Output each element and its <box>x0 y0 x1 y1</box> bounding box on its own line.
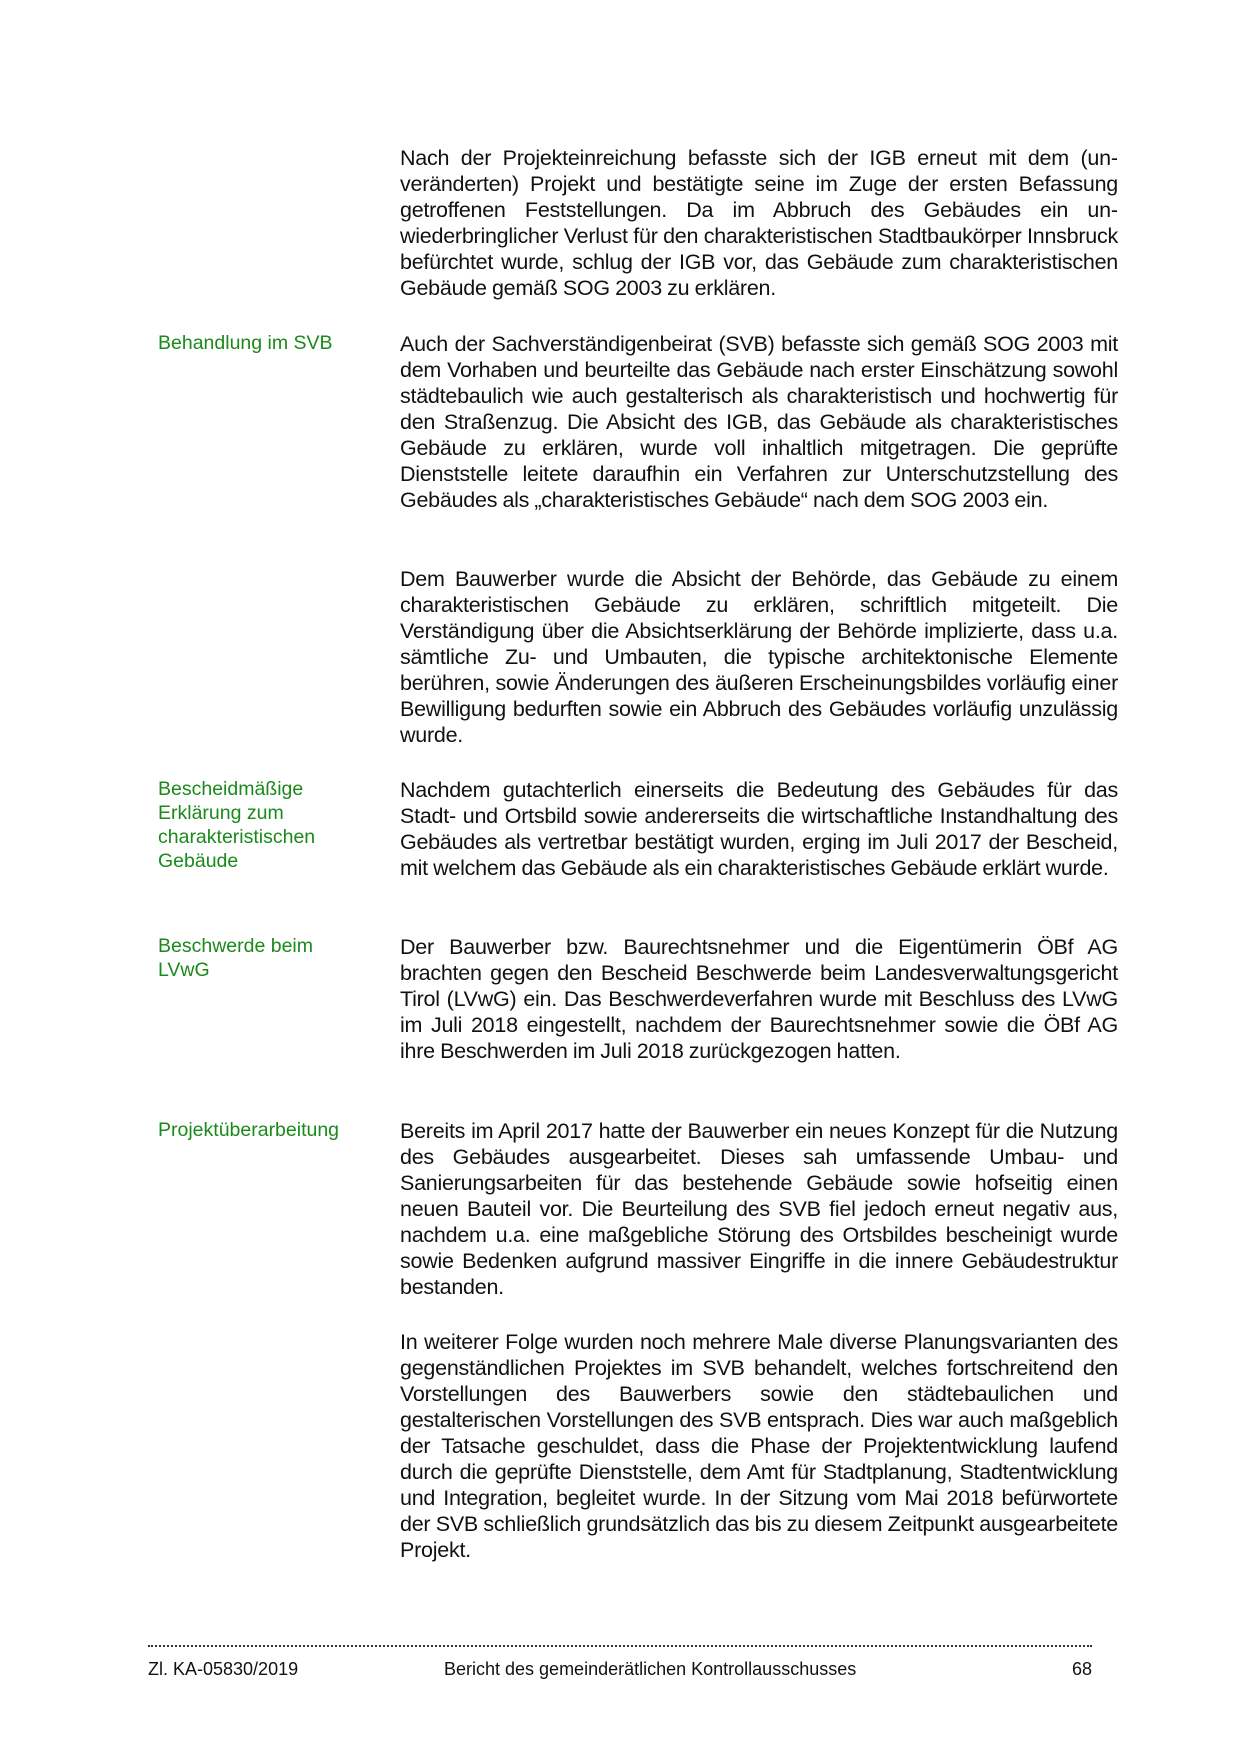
margin-label-svb-treatment: Behandlung im SVB <box>158 332 333 354</box>
paragraph-project-revision: Bereits im April 2017 hatte der Bauwerber ein neues Konzept für die Nutzung des Gebäudes ausgearbeitet. Dieses sah umfassende Umbau- und Sanierungsarbeiten für das bestehende Gebäude sowie hofseitig einen neuen Bauteil vor. Die Beurteilung des SVB fiel jedoch erneut negativ aus, nachdem u.a. eine maßgebliche Störung des Ortsbildes bescheinigt wurde sowie Bedenken aufgrund massiver Eingriffe in die innere Gebäudestruktur bestanden. <box>400 1119 1118 1299</box>
paragraph-planning-variants: In weiterer Folge wurden noch mehrere Male diverse Planungsvarianten des gegenständlichen Projektes im SVB behandelt, welches fortschreitend den Vorstellungen des Bauwerbers sowie den städtebaulichen und gestalterischen Vorstellungen des SVB entsprach. Dies war auch maßgeblich der Tatsache geschuldet, dass die Phase der Projektentwicklung laufend durch die geprüfte Dienststelle, dem Amt für Stadtplanung, Stadtentwicklung und Integration, begleitet wurde. In der Sitzung vom Mai 2018 befürwortete der SVB schließlich grundsätzlich das bis zu diesem Zeitpunkt ausgearbeitete Projekt. <box>400 1330 1118 1562</box>
paragraph-appeal-lvwg: Der Bauwerber bzw. Baurechtsnehmer und die Eigentümerin ÖBf AG brachten gegen den Bescheid Beschwerde beim Landesverwaltungsgericht Tirol (LVwG) ein. Das Beschwerdeverfahren wurde mit Beschluss des LVwG im Juli 2018 eingestellt, nachdem der Baurechtsnehmer sowie die ÖBf AG ihre Beschwerden im Juli 2018 zurückgezogen hatten. <box>400 935 1118 1063</box>
page-number: 68 <box>1071 1659 1092 1679</box>
paragraph-formal-declaration: Nachdem gutachterlich einerseits die Bedeutung des Gebäudes für das Stadt- und Ortsbild sowie andererseits die wirtschaftliche Instandhaltung des Gebäudes als vertretbar bestätigt wurden, erging im Juli 2017 der Bescheid, mit welchem das Gebäude als ein charakteristisches Gebäude erklärt wurde. <box>400 778 1118 880</box>
margin-label-appeal-lvwg: Beschwerde beim LVwG <box>158 935 313 981</box>
footer-title: Bericht des gemeinderätlichen Kontrollausschusses <box>444 1659 857 1679</box>
margin-label-formal-declaration: Bescheidmäßige Erklärung zum charakteristischen Gebäude <box>158 778 316 872</box>
paragraph-notice-to-applicant: Dem Bauwerber wurde die Absicht der Behörde, das Gebäude zu einem charakteristischen Gebäude zu erklären, schriftlich mitgeteilt. Die Verständigung über die Absichtserklärung der Behörde implizierte, dass u.a. sämtliche Zu- und Umbauten, die typische architektonische Elemente berühren, sowie Änderungen des äußeren Erscheinungsbildes vorläufig einer Bewilligung bedurften sowie ein Abbruch des Gebäudes vorläufig unzulässig wurde. <box>400 567 1118 747</box>
margin-label-project-revision: Projektüberarbeitung <box>158 1119 340 1141</box>
paragraph-svb-treatment: Auch der Sachverständigenbeirat (SVB) befasste sich gemäß SOG 2003 mit dem Vorhaben und beurteilte das Gebäude nach erster Einschätzung sowohl städtebaulich wie auch gestalterisch als charakteristisch und hochwertig für den Straßenzug. Die Absicht des IGB, das Gebäude als charakteristisches Gebäude zu erklären, wurde voll inhaltlich mitgetragen. Die geprüfte Dienststelle leitete daraufhin ein Verfahren zur Unterschutzstellung des Gebäudes als „charakteristisches Gebäude“ nach dem SOG 2003 ein. <box>400 332 1118 512</box>
footer-reference: Zl. KA-05830/2019 <box>148 1659 299 1679</box>
paragraph-igb-reassessment: Nach der Projekteinreichung befasste sich der IGB erneut mit dem (unveränderten) Projekt und bestätigte seine im Zuge der ersten Befassung getroffenen Feststellungen. Da im Abbruch des Gebäudes ein unwiederbringlicher Verlust für den charakteristischen Stadtbaukörper Innsbruck befürchtet wurde, schlug der IGB vor, das Gebäude zum charakteristischen Gebäude gemäß SOG 2003 zu erklären. <box>400 146 1118 300</box>
footer-divider <box>148 1645 1092 1647</box>
page-footer <box>148 1658 1092 1682</box>
